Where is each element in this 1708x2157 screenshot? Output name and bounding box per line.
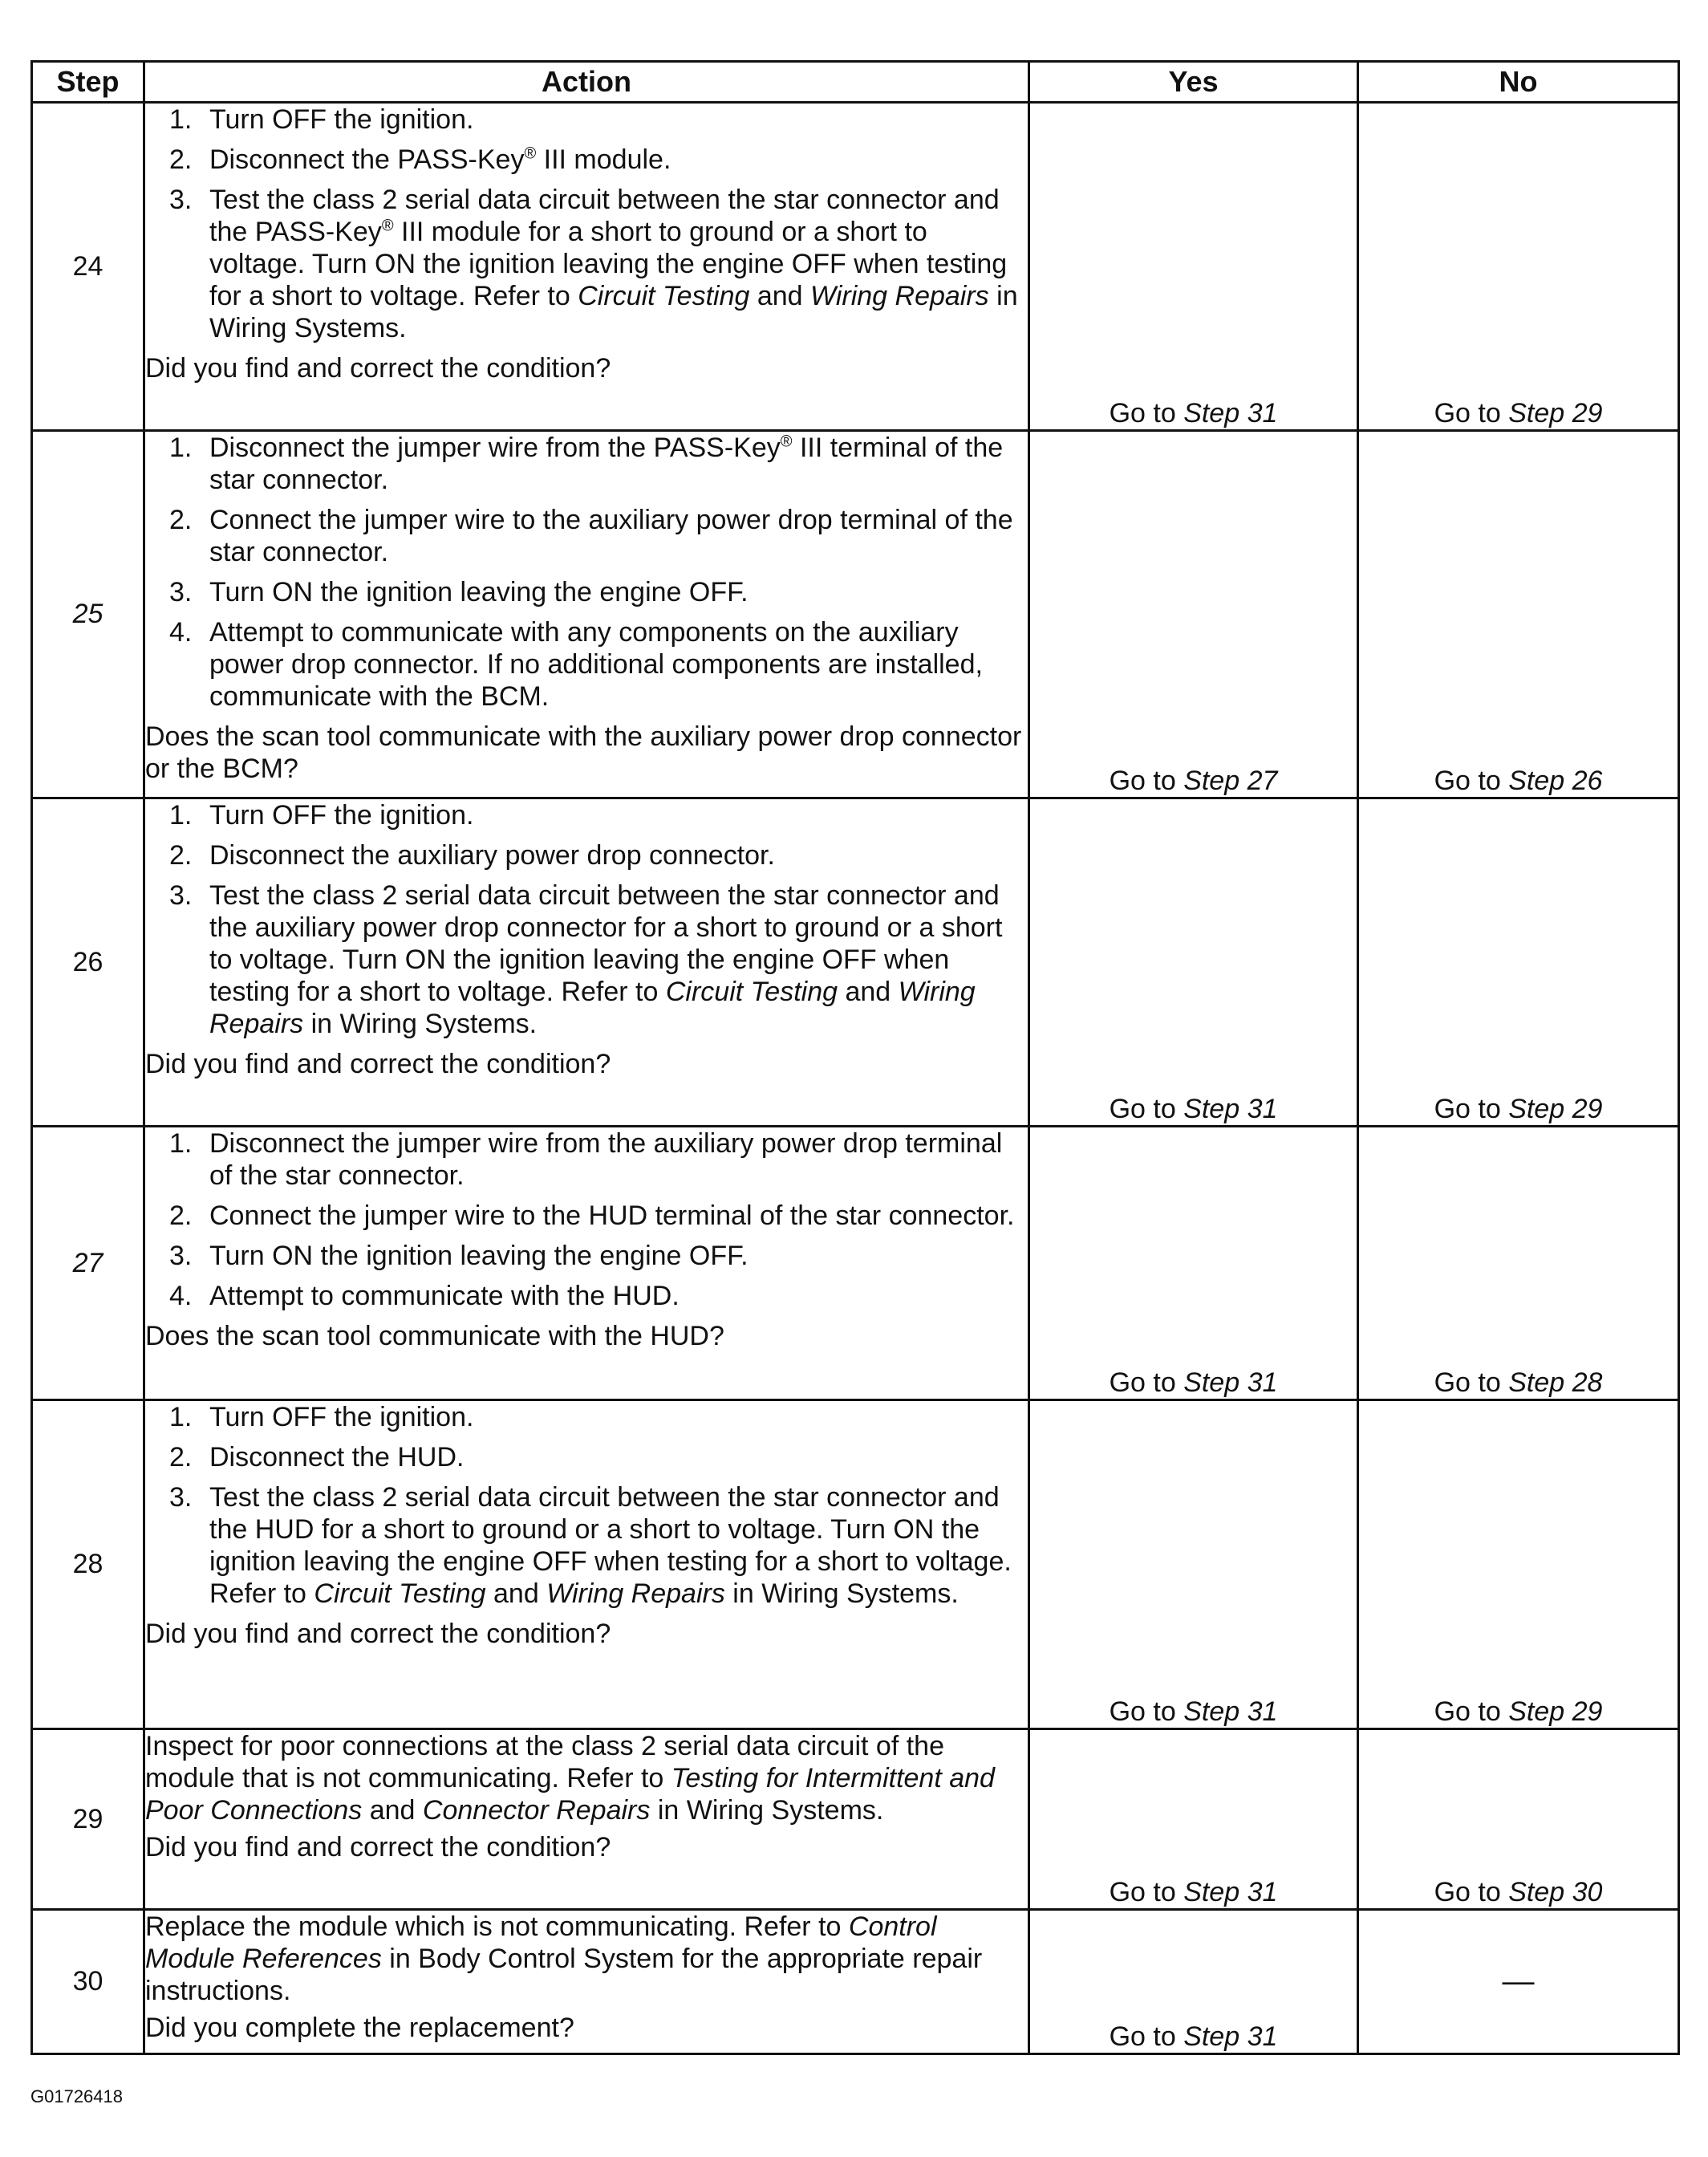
- step-number: 29: [32, 1729, 144, 1910]
- table-row-step-29: [32, 1729, 1679, 1910]
- testing-intermittent-ref: Testing for Intermittent and Poor Connections: [145, 1763, 995, 1826]
- no-cell: Go to Step 28: [1358, 1127, 1679, 1400]
- control-module-references-ref: Control Module References: [145, 1911, 937, 1974]
- no-cell: Go to Step 29: [1358, 1400, 1679, 1729]
- list-item: 1. Turn OFF the ignition.: [169, 104, 474, 135]
- diagnostic-table-sheet: [30, 60, 1678, 2055]
- list-item: 3. Turn ON the ignition leaving the engine OFF.: [169, 1241, 749, 1271]
- table-row-step-30: [32, 1910, 1679, 2054]
- list-item: 2. Disconnect the PASS-Key® III module.: [169, 144, 671, 175]
- action-cell: [144, 1910, 1029, 2054]
- list-item: 2. Disconnect the HUD.: [169, 1442, 465, 1473]
- step-question: Did you complete the replacement?: [145, 2013, 574, 2043]
- header-action: Action: [144, 62, 1029, 103]
- header-no: No: [1358, 62, 1679, 103]
- list-item: 1. Disconnect the jumper wire from the auxiliary power drop terminal of the star connector.: [169, 1128, 1003, 1191]
- no-cell: Go to Step 29: [1358, 798, 1679, 1127]
- list-item: 1. Disconnect the jumper wire from the PASS-Key® III terminal of the star connector.: [169, 433, 1004, 495]
- table-row-step-27: [32, 1127, 1679, 1400]
- table-row-step-25: [32, 431, 1679, 798]
- list-item: 4. Attempt to communicate with any components on the auxiliary power drop connector. If no additional components are installed, communicate with the BCM.: [169, 617, 983, 712]
- step-instruction: Inspect for poor connections at the class 2 serial data circuit of the module that is not communicating. Refer to Testing for Intermittent and Poor Connections and Connector Repairs in Wiring Systems.: [145, 1731, 995, 1826]
- list-item: 1. Turn OFF the ignition.: [169, 1402, 474, 1432]
- diagnostic-steps-table: [30, 60, 1680, 2055]
- circuit-testing-ref: Circuit Testing: [578, 281, 750, 311]
- yes-cell: Go to Step 31: [1029, 103, 1358, 431]
- no-cell: Go to Step 29: [1358, 103, 1679, 431]
- no-cell: Go to Step 30: [1358, 1729, 1679, 1910]
- list-item: 4. Attempt to communicate with the HUD.: [169, 1281, 680, 1311]
- header-step: Step: [32, 62, 144, 103]
- action-cell: [144, 1729, 1029, 1910]
- action-cell: [144, 1400, 1029, 1729]
- yes-cell: Go to Step 31: [1029, 1127, 1358, 1400]
- table-row-step-26: [32, 798, 1679, 1127]
- step-number: 30: [32, 1910, 144, 2054]
- step-question: Did you find and correct the condition?: [145, 353, 611, 384]
- step-number: 26: [32, 798, 144, 1127]
- step-number: 25: [32, 431, 144, 798]
- connector-repairs-ref: Connector Repairs: [422, 1795, 651, 1826]
- step-number: 24: [32, 103, 144, 431]
- list-item: 3. Test the class 2 serial data circuit between the star connector and the PASS-Key® III module for a short to ground or a short to voltage. Turn ON the ignition leaving the engine OFF when testing for a short to voltage. Refer to Circuit Testing and Wiring Repairs in Wiring Systems.: [169, 185, 1018, 343]
- list-item: 2. Connect the jumper wire to the HUD terminal of the star connector.: [169, 1200, 1015, 1231]
- list-item: 3. Test the class 2 serial data circuit between the star connector and the auxiliary power drop connector for a short to ground or a short to voltage. Turn ON the ignition leaving the engine OFF when testing for a short to voltage. Refer to Circuit Testing and Wiring Repairs in Wiring Systems.: [169, 880, 1003, 1039]
- wiring-repairs-ref: Wiring Repairs: [209, 977, 976, 1039]
- step-number: 28: [32, 1400, 144, 1729]
- yes-cell: Go to Step 31: [1029, 1400, 1358, 1729]
- circuit-testing-ref: Circuit Testing: [314, 1578, 486, 1609]
- step-question: Did you find and correct the condition?: [145, 1832, 611, 1862]
- action-cell: [144, 431, 1029, 798]
- step-instruction: Replace the module which is not communicating. Refer to Control Module References in Body Control System for the appropriate repair instructions.: [145, 1911, 983, 2006]
- list-item: 2. Disconnect the auxiliary power drop connector.: [169, 840, 775, 871]
- no-cell: Go to Step 26: [1358, 431, 1679, 798]
- yes-cell: Go to Step 31: [1029, 798, 1358, 1127]
- table-header-row: [32, 62, 1679, 103]
- step-question: Does the scan tool communicate with the HUD?: [145, 1321, 724, 1351]
- wiring-repairs-ref: Wiring Repairs: [810, 281, 989, 311]
- list-item: 2. Connect the jumper wire to the auxiliary power drop terminal of the star connector.: [169, 505, 1013, 567]
- step-number: 27: [32, 1127, 144, 1400]
- step-question: Did you find and correct the condition?: [145, 1619, 611, 1649]
- header-yes: Yes: [1029, 62, 1358, 103]
- circuit-testing-ref: Circuit Testing: [665, 977, 838, 1007]
- list-item: 3. Test the class 2 serial data circuit between the star connector and the HUD for a short to ground or a short to voltage. Turn ON the ignition leaving the engine OFF when testing for a short to voltage. Refer to Circuit Testing and Wiring Repairs in Wiring Systems.: [169, 1482, 1012, 1609]
- yes-cell: Go to Step 27: [1029, 431, 1358, 798]
- step-question: Does the scan tool communicate with the auxiliary power drop connector or the BCM?: [145, 721, 1022, 784]
- step-question: Did you find and correct the condition?: [145, 1049, 611, 1079]
- list-item: 1. Turn OFF the ignition.: [169, 800, 474, 831]
- action-cell: [144, 103, 1029, 431]
- yes-cell: Go to Step 31: [1029, 1910, 1358, 2054]
- table-row-step-28: [32, 1400, 1679, 1729]
- action-cell: [144, 1127, 1029, 1400]
- list-item: 3. Turn ON the ignition leaving the engine OFF.: [169, 577, 749, 607]
- figure-id: G01726418: [30, 2086, 123, 2106]
- no-cell-dash: —: [1358, 1910, 1679, 2054]
- wiring-repairs-ref: Wiring Repairs: [546, 1578, 725, 1609]
- table-row-step-24: [32, 103, 1679, 431]
- yes-cell: Go to Step 31: [1029, 1729, 1358, 1910]
- action-cell: [144, 798, 1029, 1127]
